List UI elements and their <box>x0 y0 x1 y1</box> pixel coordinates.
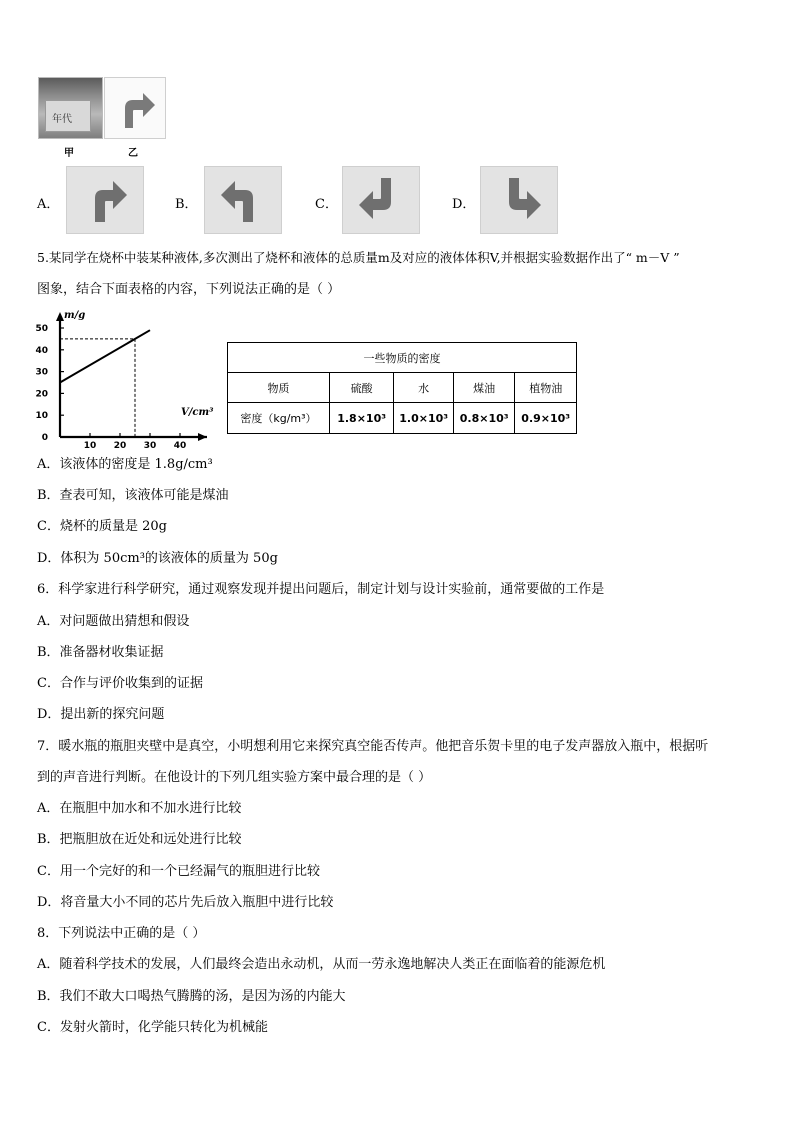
x-tick-label: 40 <box>173 441 187 451</box>
x-tick-label: 20 <box>113 441 127 451</box>
table-header-cell: 水 <box>394 373 454 403</box>
q5-option-a: A．该液体的密度是 1.8g/cm³ <box>37 457 213 472</box>
q7-stem-line1: 7．暖水瓶的瓶胆夹壁中是真空，小明想利用它来探究真空能否传声。他把音乐贺卡里的电子发声器放入瓶中，根据听 <box>37 739 709 754</box>
table-cell: 0.9×10³ <box>515 403 577 434</box>
arrow-up-left-icon <box>213 174 273 226</box>
option-c-label: C． <box>315 197 338 212</box>
option-b-label: B． <box>175 197 198 212</box>
q5-option-b: B．查表可知，该液体可能是煤油 <box>37 488 229 503</box>
y-tick-label: 50 <box>35 324 48 334</box>
x-axis-arrow <box>198 433 207 441</box>
q8-option-a: A．随着科学技术的发展，人们最终会造出永动机，从而一劳永逸地解决人类正在面临着的能源危机 <box>37 957 606 972</box>
q7-option-d: D．将音量大小不同的芯片先后放入瓶胆中进行比较 <box>37 895 334 910</box>
x-tick-label: 30 <box>143 441 157 451</box>
q8-option-c: C．发射火箭时，化学能只转化为机械能 <box>37 1020 268 1035</box>
option-b-image <box>204 166 282 234</box>
caption-jia: 甲 <box>64 148 74 159</box>
y-axis-label: m/g <box>64 310 86 321</box>
q6-option-d: D．提出新的探究问题 <box>37 707 165 722</box>
q5-stem-line1: 5.某同学在烧杯中装某种液体,多次测出了烧杯和液体的总质量m及对应的液体体积V,并根据实验数据作出了“ m－V ” <box>37 250 680 265</box>
q6-option-b: B．准备器材收集证据 <box>37 645 164 660</box>
m-v-chart <box>35 306 214 451</box>
q8-stem: 8．下列说法中正确的是（ ） <box>37 926 206 941</box>
x-axis-label: V/cm³ <box>181 407 214 418</box>
q6-option-a: A．对问题做出猜想和假设 <box>37 614 190 629</box>
q5-option-d: D．体积为 50cm³的该液体的质量为 50g <box>37 551 278 566</box>
arrow-down-right-icon <box>489 174 549 226</box>
series-line <box>60 330 150 382</box>
option-d-label: D． <box>452 197 476 212</box>
option-a-label: A． <box>37 197 60 212</box>
q7-option-b: B．把瓶胆放在近处和远处进行比较 <box>37 832 242 847</box>
q6-stem: 6．科学家进行科学研究，通过观察发现并提出问题后，制定计划与设计实验前，通常要做的工作是 <box>37 582 605 597</box>
y-tick-label: 10 <box>35 411 48 422</box>
caption-yi: 乙 <box>128 148 138 159</box>
table-cell: 0.8×10³ <box>453 403 515 434</box>
x-tick-label: 10 <box>83 441 97 451</box>
option-d-image <box>480 166 558 234</box>
arrow-down-left-icon <box>351 174 411 226</box>
y-tick-label: 20 <box>35 389 48 400</box>
table-row-label: 密度（kg/m³） <box>228 403 330 434</box>
option-a-image <box>66 166 144 234</box>
y-axis-arrow <box>56 312 64 321</box>
arrow-up-right-icon <box>105 78 165 138</box>
y-tick-label: 40 <box>35 345 48 356</box>
table-cell: 1.0×10³ <box>394 403 454 434</box>
table-header-cell: 植物油 <box>515 373 577 403</box>
q7-stem-line2: 到的声音进行判断。在他设计的下列几组实验方案中最合理的是（ ） <box>37 770 432 785</box>
table-cell: 1.8×10³ <box>329 403 394 434</box>
density-table-title: 一些物质的密度 <box>228 343 577 373</box>
y-tick-label: 30 <box>35 367 48 378</box>
q5-option-c: C．烧杯的质量是 20g <box>37 519 167 534</box>
table-header-cell: 物质 <box>228 373 330 403</box>
q7-option-a: A．在瓶胆中加水和不加水进行比较 <box>37 801 242 816</box>
photo-jia <box>38 77 103 139</box>
q8-option-b: B．我们不敢大口喝热气腾腾的汤，是因为汤的内能大 <box>37 989 346 1004</box>
q6-option-c: C．合作与评价收集到的证据 <box>37 676 203 691</box>
photo-paper <box>45 100 91 132</box>
photo-paper-text: 年代 <box>52 114 72 125</box>
arrow-up-right-icon <box>75 174 135 226</box>
density-table <box>227 342 577 434</box>
y-tick-label: 0 <box>41 433 48 443</box>
table-header-cell: 煤油 <box>453 373 515 403</box>
q7-option-c: C．用一个完好的和一个已经漏气的瓶胆进行比较 <box>37 864 320 879</box>
table-header-cell: 硫酸 <box>329 373 394 403</box>
option-c-image <box>342 166 420 234</box>
photo-yi <box>104 77 166 139</box>
q5-stem-line2: 图象，结合下面表格的内容，下列说法正确的是（ ） <box>37 282 341 297</box>
